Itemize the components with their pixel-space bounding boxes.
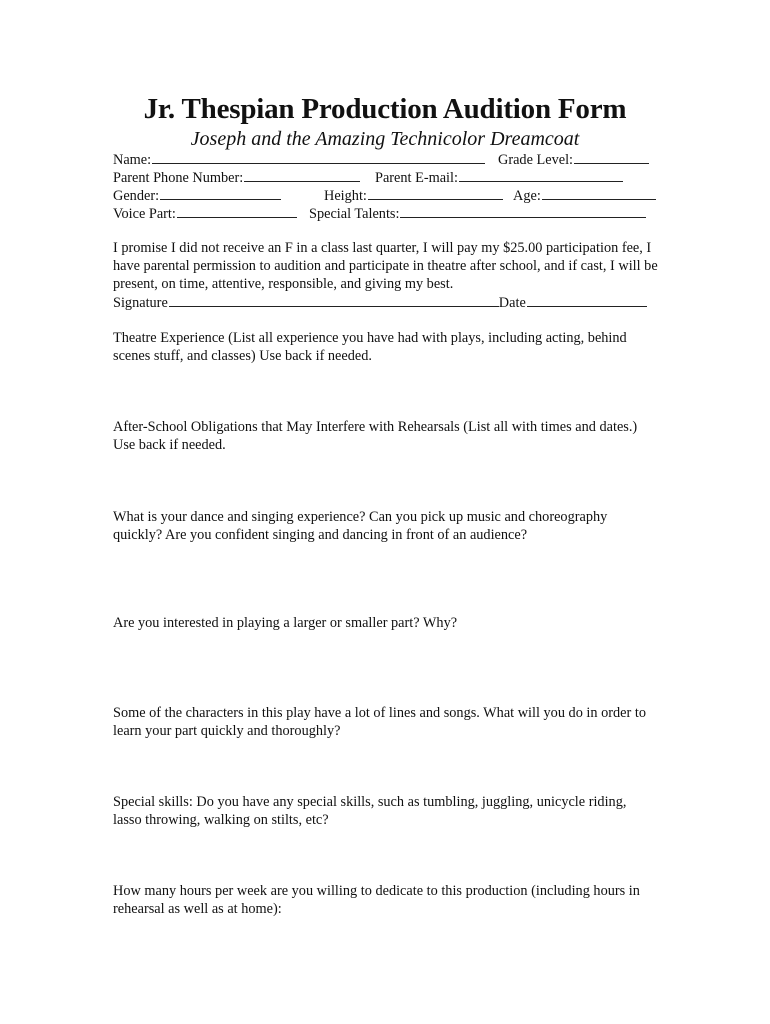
parent-email-label: Parent E-mail: [375, 170, 458, 186]
student-info-fields [113, 150, 658, 222]
question-special-skills: Special skills: Do you have any special skills, such as tumbling, juggling, unicycle riding, lasso throwing, walking on stilts, etc? [113, 794, 627, 828]
date-blank[interactable] [527, 293, 647, 307]
field-row-gender [113, 186, 658, 204]
parent-email-field[interactable] [375, 168, 623, 187]
parent-phone-label: Parent Phone Number: [113, 170, 244, 186]
question-part-size: Are you interested in playing a larger or smaller part? Why? [113, 615, 458, 631]
date-label: Date [498, 295, 526, 311]
parent-phone-field[interactable] [113, 168, 360, 187]
signature-label: Signature [113, 295, 168, 311]
name-field[interactable] [113, 150, 485, 169]
promise-statement: I promise I did not receive an F in a class last quarter, I will pay my $25.00 participation fee, I have parental permission to audition and participate in theatre after school, and if cast, I will be present, on time, attentive, responsible, and giving my best. [113, 240, 658, 292]
gender-label: Gender: [113, 188, 160, 204]
grade-level-field[interactable] [498, 150, 649, 169]
parent-email-blank[interactable] [459, 168, 623, 182]
height-field[interactable] [324, 186, 503, 205]
special-talents-label: Special Talents: [309, 206, 400, 222]
parent-phone-blank[interactable] [244, 168, 360, 182]
special-talents-field[interactable] [309, 204, 646, 223]
grade-level-blank[interactable] [574, 150, 649, 164]
form-subtitle: Joseph and the Amazing Technicolor Dreamcoat [190, 128, 580, 150]
height-label: Height: [324, 188, 367, 204]
special-talents-blank[interactable] [400, 204, 646, 218]
age-blank[interactable] [542, 186, 656, 200]
question-learning-lines: Some of the characters in this play have a lot of lines and songs. What will you do in order to learn your part quickly and thoroughly? [113, 705, 646, 739]
name-blank[interactable] [152, 150, 485, 164]
gender-field[interactable] [113, 186, 281, 205]
voice-part-label: Voice Part: [113, 206, 176, 222]
voice-part-field[interactable] [113, 204, 297, 223]
height-blank[interactable] [368, 186, 503, 200]
form-title: Jr. Thespian Production Audition Form [143, 93, 627, 125]
age-label: Age: [513, 188, 541, 204]
voice-part-blank[interactable] [177, 204, 297, 218]
signature-blank[interactable] [169, 293, 499, 307]
question-theatre-experience: Theatre Experience (List all experience you have had with plays, including acting, behind scenes stuff, and classes) Use back if needed. [113, 330, 627, 364]
question-hours-per-week: How many hours per week are you willing to dedicate to this production (including hours in rehearsal as well as at home): [113, 883, 640, 917]
question-after-school-obligations: After-School Obligations that May Interfere with Rehearsals (List all with times and dates.) Use back if needed. [113, 419, 638, 453]
grade-level-label: Grade Level: [498, 152, 574, 168]
field-row-voice [113, 204, 658, 222]
age-field[interactable] [513, 186, 656, 205]
signature-row [113, 293, 658, 312]
field-row-name [113, 150, 658, 168]
field-row-parent [113, 168, 658, 186]
gender-blank[interactable] [160, 186, 281, 200]
name-label: Name: [113, 152, 152, 168]
question-dance-singing: What is your dance and singing experience? Can you pick up music and choreography quickly? Are you confident singing and dancing in front of an audience? [113, 509, 608, 543]
